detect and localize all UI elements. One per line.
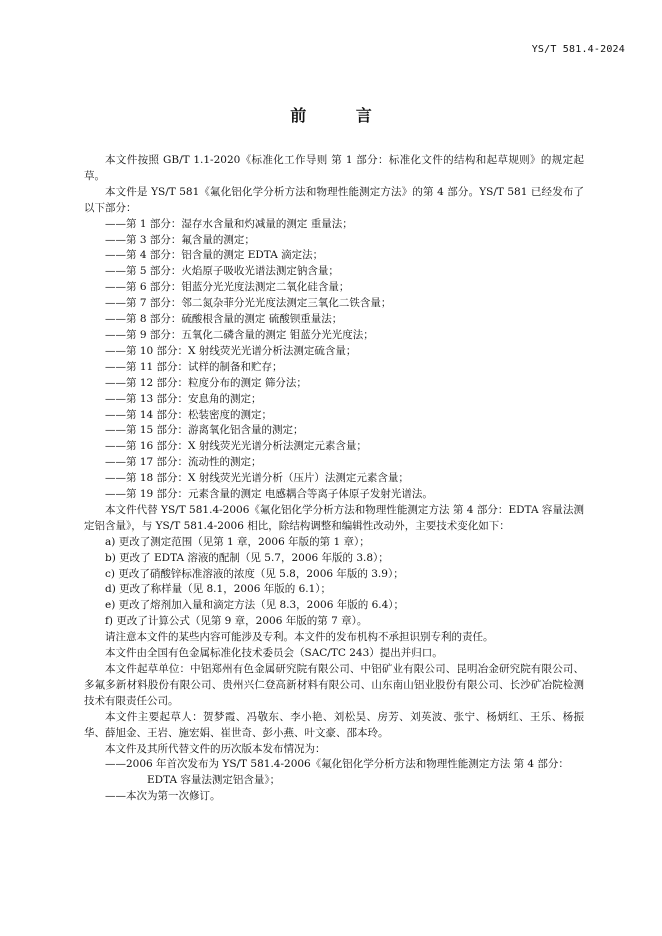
standard-code: YS/T 581.4-2024	[531, 44, 625, 55]
foreword-body	[84, 153, 584, 805]
list-item: ——第 12 部分：粒度分布的测定 筛分法；	[105, 376, 307, 389]
paragraph-patent-notice: 请注意本文件的某些内容可能涉及专利。本文件的发布机构不承担识别专利的责任。	[105, 631, 494, 644]
list-item: ——第 11 部分：试样的制备和贮存；	[105, 360, 283, 373]
list-item: ——第 18 部分：X 射线荧光光谱分析（压片）法测定元素含量；	[105, 472, 409, 485]
list-item: ——第 13 部分：安息角的测定；	[105, 392, 262, 405]
list-item: ——第 15 部分：游离氧化铝含量的测定；	[105, 424, 304, 437]
list-item: ——2006 年首次发布为 YS/T 581.4-2006《氟化铝化学分析方法和物理性能测定方法 第 4 部分：EDTA 容量法测定铝含量》；	[105, 758, 569, 787]
list-item: ——第 17 部分：流动性的测定；	[105, 456, 262, 469]
list-item: f) 更改了计算公式（见第 9 章，2006 年版的第 7 章）。	[105, 615, 368, 628]
list-item: ——第 8 部分：硫酸根含量的测定 硫酸钡重量法；	[105, 313, 343, 326]
list-item: a) 更改了测定范围（见第 1 章，2006 年版的第 1 章）；	[105, 535, 370, 548]
paragraph-replacement: 本文件代替 YS/T 581.4-2006《氟化铝化学分析方法和物理性能测定方法 第 4 部分：EDTA 容量法测定铝含量》，与 YS/T 581.4-2006 相比，除结构调整和编辑性改动外，主要技术变化如下：	[84, 503, 584, 532]
history-list	[84, 757, 584, 805]
paragraph-proposer: 本文件由全国有色金属标准化技术委员会（SAC/TC 243）提出并归口。	[105, 647, 443, 660]
paragraph-drafters: 本文件主要起草人：贺梦霞、冯敬东、李小艳、刘松昊、房芳、刘英波、张宁、杨炳红、王乐、杨振华、薛旭金、王岩、施宏娟、崔世奇、彭小燕、叶文豪、邵本玲。	[84, 710, 584, 739]
list-item: d) 更改了称样量（见 8.1，2006 年版的 6.1）；	[105, 583, 332, 596]
list-item: b) 更改了 EDTA 溶液的配制（见 5.7，2006 年版的 3.8）；	[105, 551, 389, 564]
list-item: ——第 9 部分：五氧化二磷含量的测定 钼蓝分光光度法；	[105, 328, 374, 341]
list-item: ——第 3 部分：氟含量的测定；	[105, 233, 255, 246]
paragraph-drafting-rules: 本文件按照 GB/T 1.1-2020《标准化工作导则 第 1 部分：标准化文件的结构和起草规则》的规定起草。	[84, 154, 584, 182]
list-item: ——本次为第一次修订。	[105, 790, 221, 803]
list-item: ——第 19 部分：元素含量的测定 电感耦合等离子体原子发射光谱法。	[105, 488, 433, 501]
paragraph-drafting-units: 本文件起草单位：中铝郑州有色金属研究院有限公司、中铝矿业有限公司、昆明冶金研究院有限公司、多氟多新材料股份有限公司、贵州兴仁登高新材料有限公司、山东南山铝业股份有限公司、长沙矿冶院检测技术有限责任公司。	[84, 663, 584, 707]
list-item: ——第 1 部分：湿存水含量和灼减量的测定 重量法；	[105, 217, 353, 230]
list-item: ——第 5 部分：火焰原子吸收光谱法测定钠含量；	[105, 265, 339, 278]
list-item: ——第 4 部分：铝含量的测定 EDTA 滴定法；	[105, 249, 324, 262]
list-item: ——第 14 部分：松装密度的测定；	[105, 408, 273, 421]
list-item: ——第 6 部分：钼蓝分光光度法测定二氧化硅含量；	[105, 281, 350, 294]
paragraph-history-intro: 本文件及其所代替文件的历次版本发布情况为：	[105, 742, 326, 755]
changes-list	[84, 535, 584, 630]
paragraph-series-intro: 本文件是 YS/T 581《氟化铝化学分析方法和物理性能测定方法》的第 4 部分。YS/T 581 已经发布了以下部分：	[84, 185, 584, 214]
list-item: ——第 7 部分：邻二氮杂菲分光光度法测定三氧化二铁含量；	[105, 297, 392, 310]
page-title: 前 言	[290, 106, 394, 125]
list-item: ——第 16 部分：X 射线荧光光谱分析法测定元素含量；	[105, 440, 367, 453]
list-item: ——第 10 部分：X 射线荧光光谱分析法测定硫含量；	[105, 344, 357, 357]
parts-list	[84, 217, 584, 503]
list-item: e) 更改了熔剂加入量和滴定方法（见 8.3，2006 年版的 6.4）；	[105, 599, 405, 612]
list-item: c) 更改了硝酸锌标准溶液的浓度（见 5.8，2006 年版的 3.9）；	[105, 567, 404, 580]
